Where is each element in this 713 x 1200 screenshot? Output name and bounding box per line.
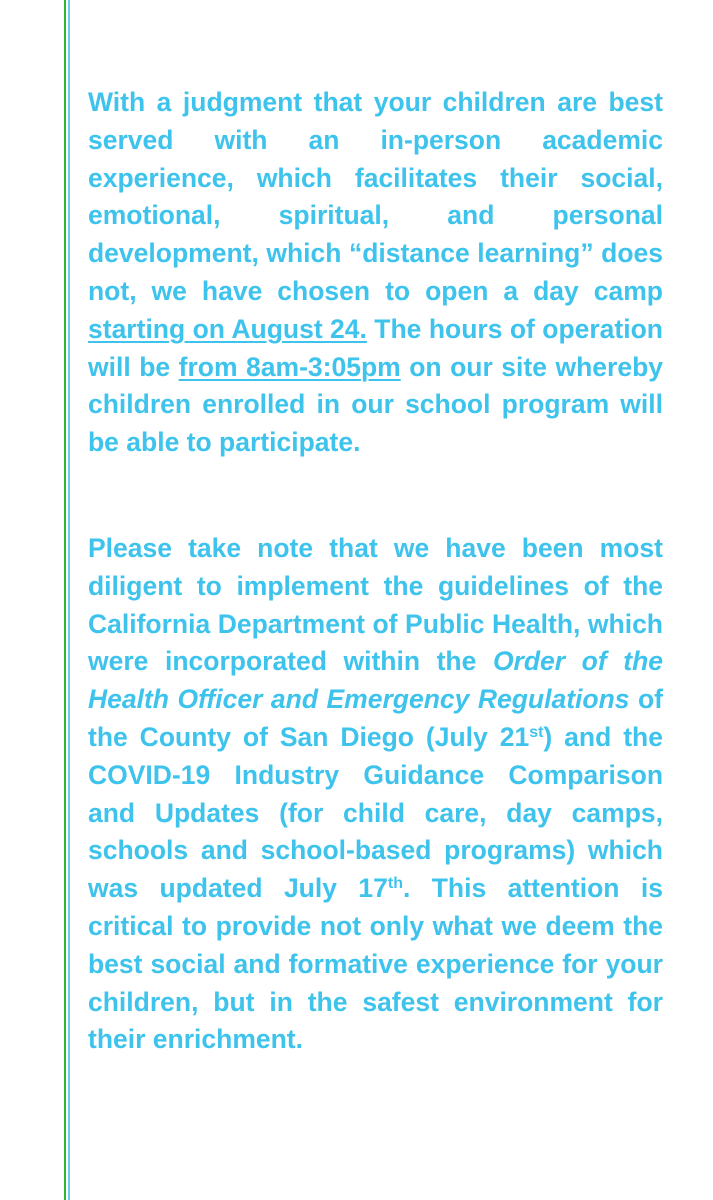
paragraph-guidelines [88,530,663,1059]
paragraph1-text-3: on our site whereby children enrolled in our school program will be able to participate. [88,351,663,458]
paragraph1-text-1: With a judgment that your children are best served with an in-person academic experience, which facilitates their social, emotional, spiritual, and personal development, which “distance learning” does not, we have chosen to open a day camp [88,87,663,306]
margin-line-green [64,0,66,1200]
start-date-underlined: starting on August 24. [88,313,367,344]
superscript-th: th [387,875,403,893]
paragraph2-text-1: Please take note that we have been most diligent to implement the guidelines of the California Department of Public Health, which were incorporated within the [88,533,663,677]
superscript-st: st [529,723,544,741]
hours-underlined: from 8am-3:05pm [178,351,401,382]
margin-line-blue [68,0,70,1200]
paragraph1-text-2: The hours of operation will be [88,313,663,382]
paragraph2-text-2: of the County of San Diego (July 21 [88,684,664,752]
paragraph2-text-3: ) and the COVID-19 Industry Guidance Comparison and Updates (for child care, day camps, schools and school-based programs) which was updated July 17 [88,721,663,904]
order-title-italic: Order of the Health Officer and Emergency Regulations [88,646,663,715]
paragraph-day-camp [88,84,663,462]
paragraph2-text-4: . This attention is critical to provide not only what we deem the best social and formative experience for your children, but in the safest environment for their enrichment. [88,873,663,1055]
